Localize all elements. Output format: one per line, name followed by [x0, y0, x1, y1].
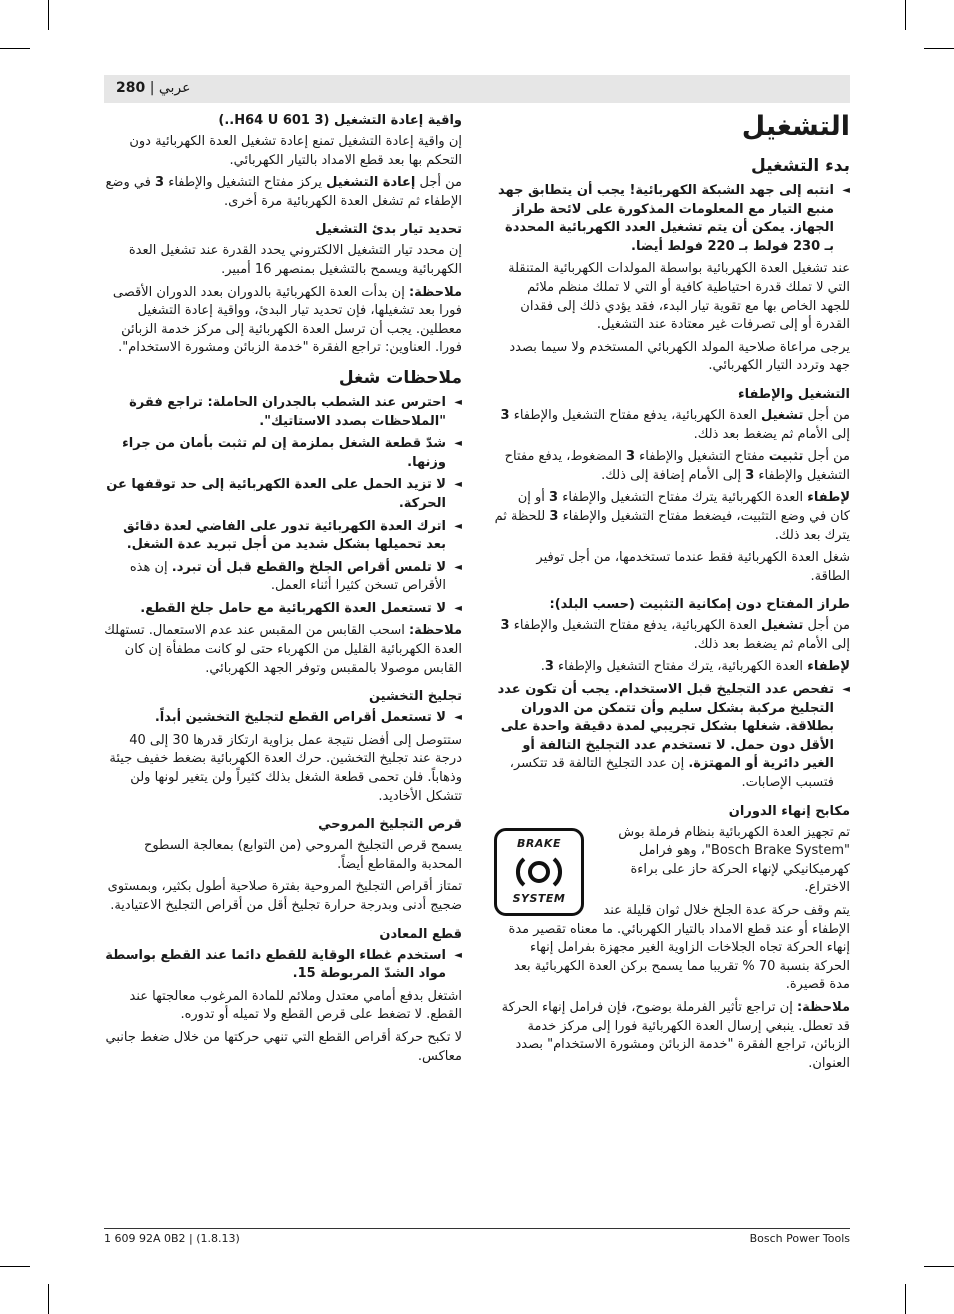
worknote-item: ◄ لا تزيد الحمل على العدة الكهربائية إلى حد توقفها عن الحركة.: [104, 476, 462, 513]
crop-mark: [905, 0, 906, 30]
cutting-warning: ◄ استخدم غطاء الوقاية للقطع دائما عند القطع بواسطة مواد الشدّ المربوطة 15.: [104, 947, 462, 984]
page-header: [116, 80, 191, 96]
header-separator: |: [149, 80, 155, 96]
header-bar: [104, 75, 850, 103]
cutting-heading: قطع المعادن: [379, 926, 462, 942]
generator-paragraph-2: يرجى مراعاة صلاحية المولد الكهربائي المستخدم ولا سيما بصدد جهد وتردد التيار الكهربائي.: [509, 339, 850, 374]
rough-warning-list: [104, 709, 462, 728]
onoff-heading: التشغيل والإطفاء: [738, 386, 850, 402]
crop-mark: [48, 1284, 49, 1314]
flap-paragraph-1: يسمح قرص التجليخ المروحي (من التوابع) بمعالجة السطوح المحدبة والمقاطع أيضاً.: [143, 838, 462, 872]
brake-paragraph-1: تم تجهيز العدة الكهربائية بنظام فرملة بوش "Bosch Brake System"، وهو فرامل كهرميكانيكي لإنهاء الحركة حاز على براءة الاختراع.: [618, 824, 850, 896]
footer-doc-code: 1 609 92A 0B2 | (1.8.13): [104, 1232, 240, 1245]
crop-mark: [905, 1284, 906, 1314]
cutting-paragraph-1: اشتغل بدفع أمامي معتدل وملائم للمادة المرغوب معالجتها عند القطع. لا تضغط على قرص القطع ولا تميله أو تدوره.: [129, 988, 462, 1023]
restart-heading: واقية إعادة التشغيل (3 601 H64 U..): [218, 113, 462, 128]
flap-heading: قرص التجليخ المروحي: [318, 817, 462, 833]
startup-heading: بدء التشغيل: [751, 156, 850, 176]
header-language: عربي: [158, 80, 191, 96]
worknotes-list: [104, 394, 462, 619]
rough-paragraph: ستتوصل إلى أفضل نتيجة عمل بزاوية ارتكاز قدرها 30 إلى 40 درجة عند تجليخ التخشين. حرك العدة الكهربائية بضغط خفيف جيئة وذهاباً. فلن تحمى قطعة الشغل بذلك كثيراً ولن يتغير لونها ولن تتشكل الأخاديد.: [109, 732, 462, 804]
nolock-paragraph-1: من أجل تشغيل العدة الكهربائية، يدفع مفتاح التشغيل والإطفاء 3 إلى الأمام ثم يضغط بعد ذلك.: [500, 618, 850, 652]
worknote-item: ◄ شدّ قطعة الشغل بملزمة إن لم تثبت بأمان من جراء وزنها.: [104, 435, 462, 472]
voltage-warning-list: [494, 182, 850, 256]
left-column: [104, 112, 462, 1070]
startcurrent-note: ملاحظة: إن بدأت العدة الكهربائية بالدوران بعدد الدوران الأقصى فورا بعد تشغيلها، فإن تحديد تيار البدئ، وواقية إعادة التشغيل معطلين. يجب أن ترسل العدة الكهربائية إلى مركز خدمة الزبائن فورا. العناوين: تراجع الفقرة "خدمة الزبائن ومشورة الاستخدام".: [112, 284, 462, 356]
rough-heading: تجليخ التخشين: [368, 689, 462, 705]
cutting-paragraph-2: لا تكبح حركة أقراص القطع التي تنهي حركتها من خلال ضغط جانبي معاكس.: [105, 1029, 462, 1064]
worknotes-heading: ملاحظات شغل: [338, 367, 462, 388]
brake-heading: مكابح إنهاء الدوران: [728, 803, 850, 819]
worknote-item: ◄ اترك العدة الكهربائية تدور على الفاضي لعدة دقائق بعد تحميلها بشكل شديد من أجل تبريد عدة الشغل.: [104, 518, 462, 555]
worknote-item: ◄ لا تلمس أقراص الجلخ والقطع قبل أن تبرد. إن هذه الأقراص تسخن كثيرا أثناء العمل.: [104, 559, 462, 596]
crop-mark: [48, 0, 49, 30]
worknote-item: ◄ احترس عند الشطب بالجدران الحاملة: تراجع فقرة "الملاحظات بصدد الاستاتيك".: [104, 394, 462, 431]
onoff-paragraph-2: من أجل تثبيت مفتاح التشغيل والإطفاء 3 المضغوط، يدفع مفتاح التشغيل والإطفاء 3 إلى الأمام إضافة إلى ذلك.: [504, 449, 850, 483]
inspect-warning-list: [494, 681, 850, 793]
startcurrent-heading: تحديد تيار بدئ التشغيل: [315, 222, 462, 238]
nolock-heading: طراز المفتاح دون إمكانية التثبيت (حسب البلد):: [549, 597, 850, 613]
brake-disc-icon: [514, 854, 564, 890]
restart-paragraph-1: إن واقية إعادة التشغيل تمنع إعادة تشغيل العدة الكهربائية دون التحكم بها بعد قطع الامداد بالتيار الكهربائي.: [129, 134, 462, 168]
startcurrent-paragraph: إن محدد تيار التشغيل الالكتروني يحدد القدرة عند تشغيل العدة الكهربائية ويسمح بالتشغيل بمنصهر 16 أمبير.: [128, 243, 462, 277]
footer-brand: Bosch Power Tools: [749, 1232, 850, 1245]
worknotes-note: ملاحظة: اسحب القابس من المقبس عند عدم الاستعمال. تستهلك العدة الكهربائية القليل من الكهرباء حتى لو كانت مطفأة إن كان القابس موصولا بالمقبس وتوفر الجهد الكهربائي.: [104, 623, 462, 676]
rough-warning: ◄ لا تستعمل أقراص القطع لتجليخ التخشين أبداً.: [104, 709, 462, 728]
brake-logo-top-text: BRAKE: [517, 836, 561, 850]
footer-divider: [104, 1228, 850, 1229]
nolock-paragraph-2: لإطفاء العدة الكهربائية، يترك مفتاح التشغيل والإطفاء 3.: [540, 659, 850, 675]
onoff-paragraph-3: لإطفاء العدة الكهربائية يترك مفتاح التشغيل والإطفاء 3 أو إن كان في وضع التثبيت، فيضغط مفتاح التشغيل والإطفاء 3 للحظة ثم يترك بعد ذلك.: [494, 490, 850, 543]
voltage-warning: ◄ انتبه إلى جهد الشبكة الكهربائية! يجب أن يتطابق جهد منبع التيار مع المعلومات المذكورة على لائحة طراز الجهاز. يمكن أن يتم تشغيل العدد الكهربائية المحددة بـ 230 فولط بـ 220 فولط أيضا.: [494, 182, 850, 256]
generator-paragraph: عند تشغيل العدة الكهربائية بواسطة المولدات الكهربائية المتنقلة التي لا تملك قدرة احتياطية كافية أو التي لا تملك منظم ملائم للجهد الخاص بها مع تقوية تيار البدء، فقد يؤدي ذلك إلى فقدان القدرة أو إلى تصرفات غير معتادة عند التشغيل.: [508, 261, 850, 333]
crop-mark: [0, 48, 30, 49]
crop-mark: [0, 1266, 30, 1267]
brake-logo-bottom-text: SYSTEM: [512, 892, 566, 906]
brake-block: [494, 824, 850, 999]
crop-mark: [924, 48, 954, 49]
brake-note: ملاحظة: إن تراجع تأثير الفرملة بوضوح، فإن فرامل إنهاء الحركة قد تعطل. ينبغي إرسال العدة الكهربائية فورا إلى مركز خدمة الزبائن، تراجع الفقرة "خدمة الزبائن ومشورة الاستخدام" بصدد العنوان.: [501, 999, 850, 1071]
right-column: [494, 108, 850, 1077]
main-title: التشغيل: [741, 111, 850, 142]
flap-paragraph-2: تمتاز أقراص التجليخ المروحية بفترة صلاحية أطول بكثير، وبمستوى ضجيج أدنى وبدرجة حرارة تجليخ أقل من أقراص التجليخ الاعتيادية.: [107, 879, 462, 913]
inspect-warning: ◄ تفحص عدد التجليخ قبل الاستخدام. يجب أن تكون عدد التجليخ مركبة بشكل سليم وأن تتمكن من الدوران بطلاقة. شغلها بشكل تجريبي لمدة دقيقة واحدة على الأقل دون حمل. لا تستخدم عدد التجليخ التالفة أو الغير دائرية أو المهتزة. إن عدد التجليخ التالفة قد تتكسر، فتسبب الإصابات.: [494, 681, 850, 793]
crop-mark: [924, 1266, 954, 1267]
brake-paragraph-2: يتم وقف حركة عدة الجلخ خلال ثوان قليلة عند الإطفاء أو عند قطع الامداد بالتيار الكهربائي. ما معناه تقصير مدة إنهاء الحركة تجاه الجلاخات الزاوية الغير مجهزة بفرامل إنهاء الحركة بنسبة 70 % تقريبا مما يسمح بركن العدة الكهربائية بعد مدة قصيرة.: [508, 903, 850, 993]
cutting-warning-list: [104, 947, 462, 984]
page-number: 280: [116, 80, 146, 96]
brake-system-logo: [494, 828, 584, 916]
onoff-paragraph-1: من أجل تشغيل العدة الكهربائية، يدفع مفتاح التشغيل والإطفاء 3 إلى الأمام ثم يضغط بعد ذلك.: [500, 407, 850, 442]
onoff-paragraph-4: شغل العدة الكهربائية فقط عندما تستخدمها، من أجل توفير الطاقة.: [536, 550, 850, 584]
restart-paragraph-2: من أجل إعادة التشغيل يركز مفتاح التشغيل والإطفاء 3 في وضع الإطفاء ثم تشغل العدة الكهربائية مرة أخرى.: [105, 175, 462, 209]
worknote-item: ◄ لا تستعمل العدة الكهربائية مع حامل جلخ القطع.: [104, 600, 462, 619]
